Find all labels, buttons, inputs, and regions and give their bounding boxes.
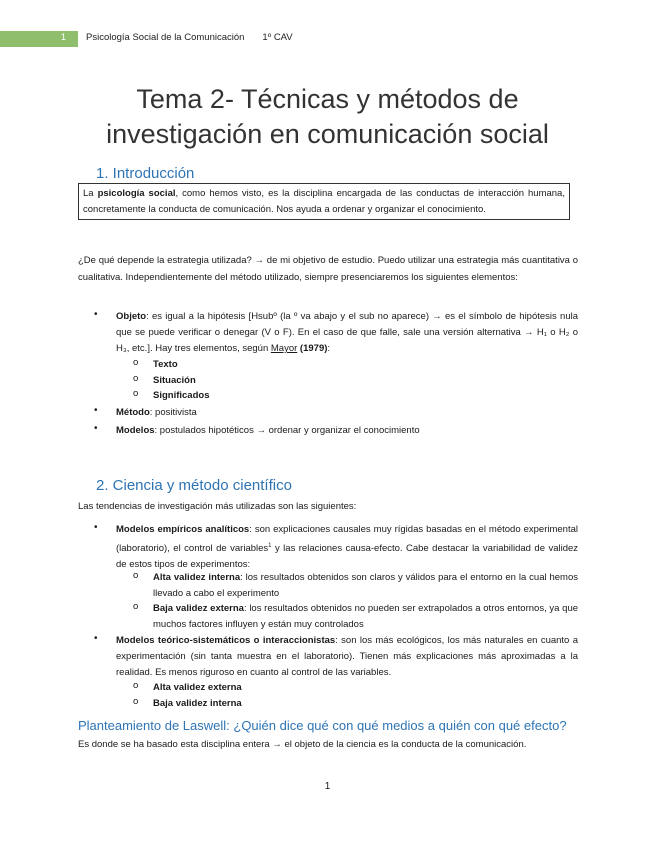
bullet-marker: • bbox=[94, 633, 98, 644]
list-item-empiricos bbox=[116, 522, 578, 573]
laswell-heading: Planteamiento de Laswell: ¿Quién dice qué con qué medios a quién con qué efecto? bbox=[78, 718, 567, 733]
teoricos-label: Modelos teórico-sistemáticos o interaccionistas bbox=[116, 635, 336, 646]
objeto-end: : bbox=[327, 343, 331, 354]
sub-item-significados bbox=[153, 388, 578, 404]
title-line-2: investigación en comunicación social bbox=[106, 119, 549, 149]
document-title bbox=[80, 82, 575, 152]
sub-bullet-marker: o bbox=[133, 388, 139, 399]
alta-interna-label: Alta validez interna bbox=[153, 572, 241, 583]
header-group: 1º CAV bbox=[262, 32, 293, 43]
sub-item-situacion bbox=[153, 373, 578, 389]
laswell-paragraph: Es donde se ha basado esta disciplina entera → el objeto de la ciencia es la conducta de la comunicación. bbox=[78, 739, 527, 750]
list-item-metodo bbox=[116, 405, 578, 421]
footer-page-number: 1 bbox=[324, 781, 331, 792]
objeto-text: : es igual a la hipótesis [Hsubº (la º va abajo y el sub no aparece) → es el símbolo de hipótesis nula que se puede verificar o denegar (V o F). En el caso de que falle, sale una versión alternativa → H₁ o H₂ o H₃, etc.]. Hay tres elementos, según bbox=[116, 311, 578, 354]
box-term: psicología social bbox=[97, 188, 176, 199]
bullet-marker: • bbox=[94, 522, 98, 533]
baja-externa-text: : los resultados obtenidos no pueden ser extrapolados a otros entornos, ya que muchos factores influyen y están muy controlados bbox=[153, 603, 579, 630]
metodo-text: : positivista bbox=[149, 407, 197, 418]
definition-box bbox=[78, 183, 570, 220]
list-item-modelos bbox=[116, 423, 578, 439]
box-prefix: La bbox=[83, 188, 98, 199]
header-page-tab bbox=[0, 31, 78, 47]
bullet-marker: • bbox=[94, 405, 98, 416]
sub-item-label: Situación bbox=[153, 375, 196, 386]
sub-item-baja-validez-externa bbox=[153, 601, 578, 633]
header-page-number: 1 bbox=[61, 32, 67, 42]
sub-item-label: Texto bbox=[153, 359, 178, 370]
modelos-label: Modelos bbox=[116, 425, 155, 436]
sub-bullet-marker: o bbox=[133, 357, 139, 368]
objeto-year: (1979) bbox=[297, 343, 328, 354]
sub-bullet-marker: o bbox=[133, 570, 139, 581]
list-item-objeto bbox=[116, 309, 578, 357]
running-header bbox=[86, 32, 293, 43]
list-item-teoricos bbox=[116, 633, 578, 681]
section-heading-ciencia: 2. Ciencia y método científico bbox=[96, 477, 292, 494]
sub-bullet-marker: o bbox=[133, 373, 139, 384]
bullet-marker: • bbox=[94, 423, 98, 434]
sub-item-label: Significados bbox=[153, 390, 210, 401]
sub-item-alta-validez-interna bbox=[153, 570, 578, 602]
objeto-label: Objeto bbox=[116, 311, 147, 322]
empiricos-text-a: : son explicaciones causales muy rígidas basadas en el método experimental (laboratorio), el control de variables bbox=[116, 524, 578, 555]
modelos-text: : postulados hipotéticos → ordenar y organizar el conocimiento bbox=[154, 425, 420, 436]
sub-item-texto bbox=[153, 357, 578, 373]
title-line-1: Tema 2- Técnicas y métodos de bbox=[136, 84, 519, 114]
sub-item-label: Baja validez interna bbox=[153, 698, 242, 709]
sub-item-label: Alta validez externa bbox=[153, 682, 242, 693]
intro-paragraph: ¿De qué depende la estrategia utilizada? → de mi objetivo de estudio. Puedo utilizar una estrategia más cuantitativa o cualitativa. Independientemente del método utilizado, siempre presenciaremos los siguientes elementos: bbox=[78, 255, 578, 283]
alta-interna-text: : los resultados obtenidos son claros y válidos para el entorno en la cual hemos llevado a cabo el experimento bbox=[153, 572, 578, 599]
metodo-label: Método bbox=[116, 407, 150, 418]
section2-intro: Las tendencias de investigación más utilizadas son las siguientes: bbox=[78, 501, 357, 512]
header-course: Psicología Social de la Comunicación bbox=[86, 32, 245, 43]
box-text: , como hemos visto, es la disciplina encargada de las conductas de interacción humana, concretamente la conducta de comunicación. Nos ayuda a ordenar y organizar el conocimiento. bbox=[83, 188, 565, 215]
sub-item-baja-validez-interna bbox=[153, 696, 578, 712]
objeto-author: Mayor bbox=[270, 343, 298, 354]
bullet-marker: • bbox=[94, 309, 98, 320]
footnote-ref[interactable]: 1 bbox=[268, 543, 272, 549]
sub-item-alta-validez-externa bbox=[153, 680, 578, 696]
section-heading-introduccion: 1. Introducción bbox=[96, 165, 195, 182]
sub-bullet-marker: o bbox=[133, 696, 139, 707]
empiricos-text-b: y las relaciones causa-efecto. Cabe destacar la variabilidad de validez de estos tipos de experimentos: bbox=[116, 543, 579, 571]
sub-bullet-marker: o bbox=[133, 680, 139, 691]
sub-bullet-marker: o bbox=[133, 601, 139, 612]
teoricos-text: : son los más ecológicos, los más naturales en cuanto a experimentación (sin tanta muestra en el laboratorio). Tienen más explicaciones más aproximadas a la realidad. Es menos riguroso en cuanto al control de las variables. bbox=[116, 635, 578, 678]
baja-externa-label: Baja validez externa bbox=[153, 603, 244, 614]
empiricos-label: Modelos empíricos analíticos bbox=[116, 524, 250, 535]
